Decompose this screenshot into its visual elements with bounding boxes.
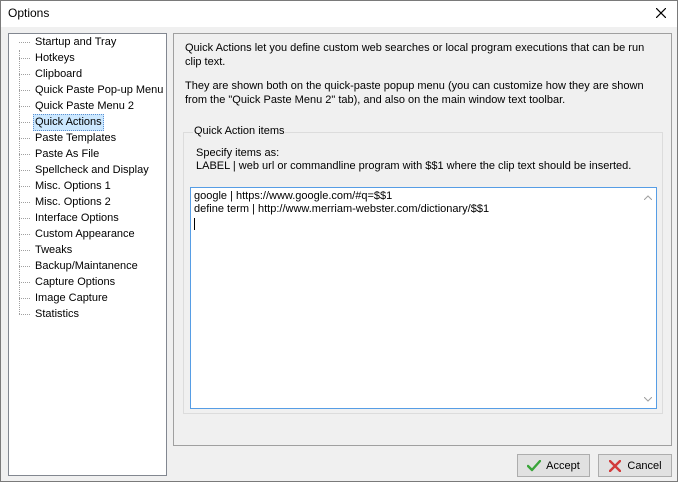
- tree-connector-dots: [19, 266, 30, 267]
- tree-item[interactable]: [19, 178, 113, 194]
- tree-item-label: Misc. Options 1: [35, 179, 111, 192]
- tree-item[interactable]: [19, 274, 117, 290]
- tree-item[interactable]: [19, 130, 118, 146]
- tree-connector-dots: [19, 298, 30, 299]
- check-icon: [527, 459, 541, 473]
- options-tree[interactable]: [8, 33, 167, 476]
- tree-item-label: Hotkeys: [35, 51, 75, 64]
- tree-item[interactable]: [19, 306, 81, 322]
- x-icon: [608, 459, 622, 473]
- tree-item-label: Statistics: [35, 307, 80, 320]
- tree-connector-dots: [19, 154, 30, 155]
- tree-item-label: Quick Paste Pop-up Menu: [35, 83, 164, 96]
- description-text-2: They are shown both on the quick-paste popup menu (you can customize how they are shown from the "Quick Paste Menu 2" tab), and also on the main window text toolbar.: [185, 80, 644, 106]
- tree-connector-dots: [19, 314, 30, 315]
- tree-connector-dots: [19, 202, 30, 203]
- tree-item[interactable]: [19, 98, 136, 114]
- close-button[interactable]: [645, 1, 677, 27]
- tree-connector-dots: [19, 106, 30, 107]
- tree-connector-dots: [19, 250, 30, 251]
- window-title: Options: [8, 6, 50, 20]
- textarea-line: google | https://www.google.com/#q=$$1: [194, 190, 393, 202]
- tree-item[interactable]: [19, 226, 137, 242]
- tree-item[interactable]: [19, 194, 113, 210]
- spec-format: LABEL | web url or commandline program with $$1 where the clip text should be inserted.: [196, 160, 632, 172]
- cancel-label: Cancel: [627, 459, 662, 472]
- tree-connector-dots: [19, 138, 30, 139]
- description-text-1: Quick Actions let you define custom web searches or local program executions that can be run clip text.: [185, 42, 645, 68]
- tree-item-label: Spellcheck and Display: [35, 163, 149, 176]
- tree-item-label: Quick Actions: [33, 114, 104, 131]
- quick-actions-textarea[interactable]: [190, 187, 657, 409]
- tree-item[interactable]: [19, 66, 84, 82]
- scroll-up-button[interactable]: [640, 189, 656, 205]
- tree-item-label: Tweaks: [35, 243, 73, 256]
- tree-item[interactable]: [19, 290, 110, 306]
- tree-item[interactable]: [19, 82, 165, 98]
- tree-item[interactable]: [19, 258, 140, 274]
- vertical-scrollbar[interactable]: [640, 188, 656, 408]
- chevron-down-icon: [644, 393, 652, 405]
- tree-item-label: Paste Templates: [35, 131, 117, 144]
- tree-item-label: Startup and Tray: [35, 35, 117, 48]
- tree-item-label: Backup/Maintanence: [35, 259, 138, 272]
- tree-connector-dots: [19, 170, 30, 171]
- textarea-line: define term | http://www.merriam-webster.com/dictionary/$$1: [194, 203, 490, 215]
- accept-label: Accept: [546, 459, 580, 472]
- tree-item-label: Interface Options: [35, 211, 119, 224]
- spec-instruction: Specify items as:: [196, 147, 280, 159]
- tree-item[interactable]: [19, 50, 77, 66]
- tree-connector-dots: [19, 122, 30, 123]
- tree-item[interactable]: [19, 146, 101, 162]
- tree-item-label: Quick Paste Menu 2: [35, 99, 135, 112]
- chevron-up-icon: [644, 191, 652, 203]
- tree-item-label: Clipboard: [35, 67, 83, 80]
- tree-connector-dots: [19, 282, 30, 283]
- scroll-down-button[interactable]: [640, 391, 656, 407]
- tree-item-label: Image Capture: [35, 291, 108, 304]
- tree-connector-dots: [19, 74, 30, 75]
- tree-item[interactable]: [19, 34, 118, 50]
- tree-item[interactable]: [19, 162, 151, 178]
- tree-item-label: Custom Appearance: [35, 227, 135, 240]
- title-bar: [1, 1, 677, 27]
- tree-connector-dots: [19, 234, 30, 235]
- tree-item[interactable]: [19, 210, 121, 226]
- quick-action-items-group: [183, 125, 663, 414]
- group-label: Quick Action items: [194, 125, 285, 137]
- tree-connector-dots: [19, 58, 30, 59]
- cancel-button[interactable]: [598, 454, 672, 477]
- tree-connector-dots: [19, 218, 30, 219]
- accept-button[interactable]: [517, 454, 590, 477]
- close-icon: [656, 8, 666, 21]
- tree-item-label: Capture Options: [35, 275, 116, 288]
- tree-connector-dots: [19, 186, 30, 187]
- text-caret: [194, 218, 195, 230]
- tree-connector-dots: [19, 42, 30, 43]
- tree-item[interactable]: [19, 114, 104, 130]
- tree-item-label: Misc. Options 2: [35, 195, 111, 208]
- tree-item-label: Paste As File: [35, 147, 100, 160]
- quick-actions-panel: [173, 33, 672, 446]
- tree-item[interactable]: [19, 242, 74, 258]
- tree-connector-dots: [19, 90, 30, 91]
